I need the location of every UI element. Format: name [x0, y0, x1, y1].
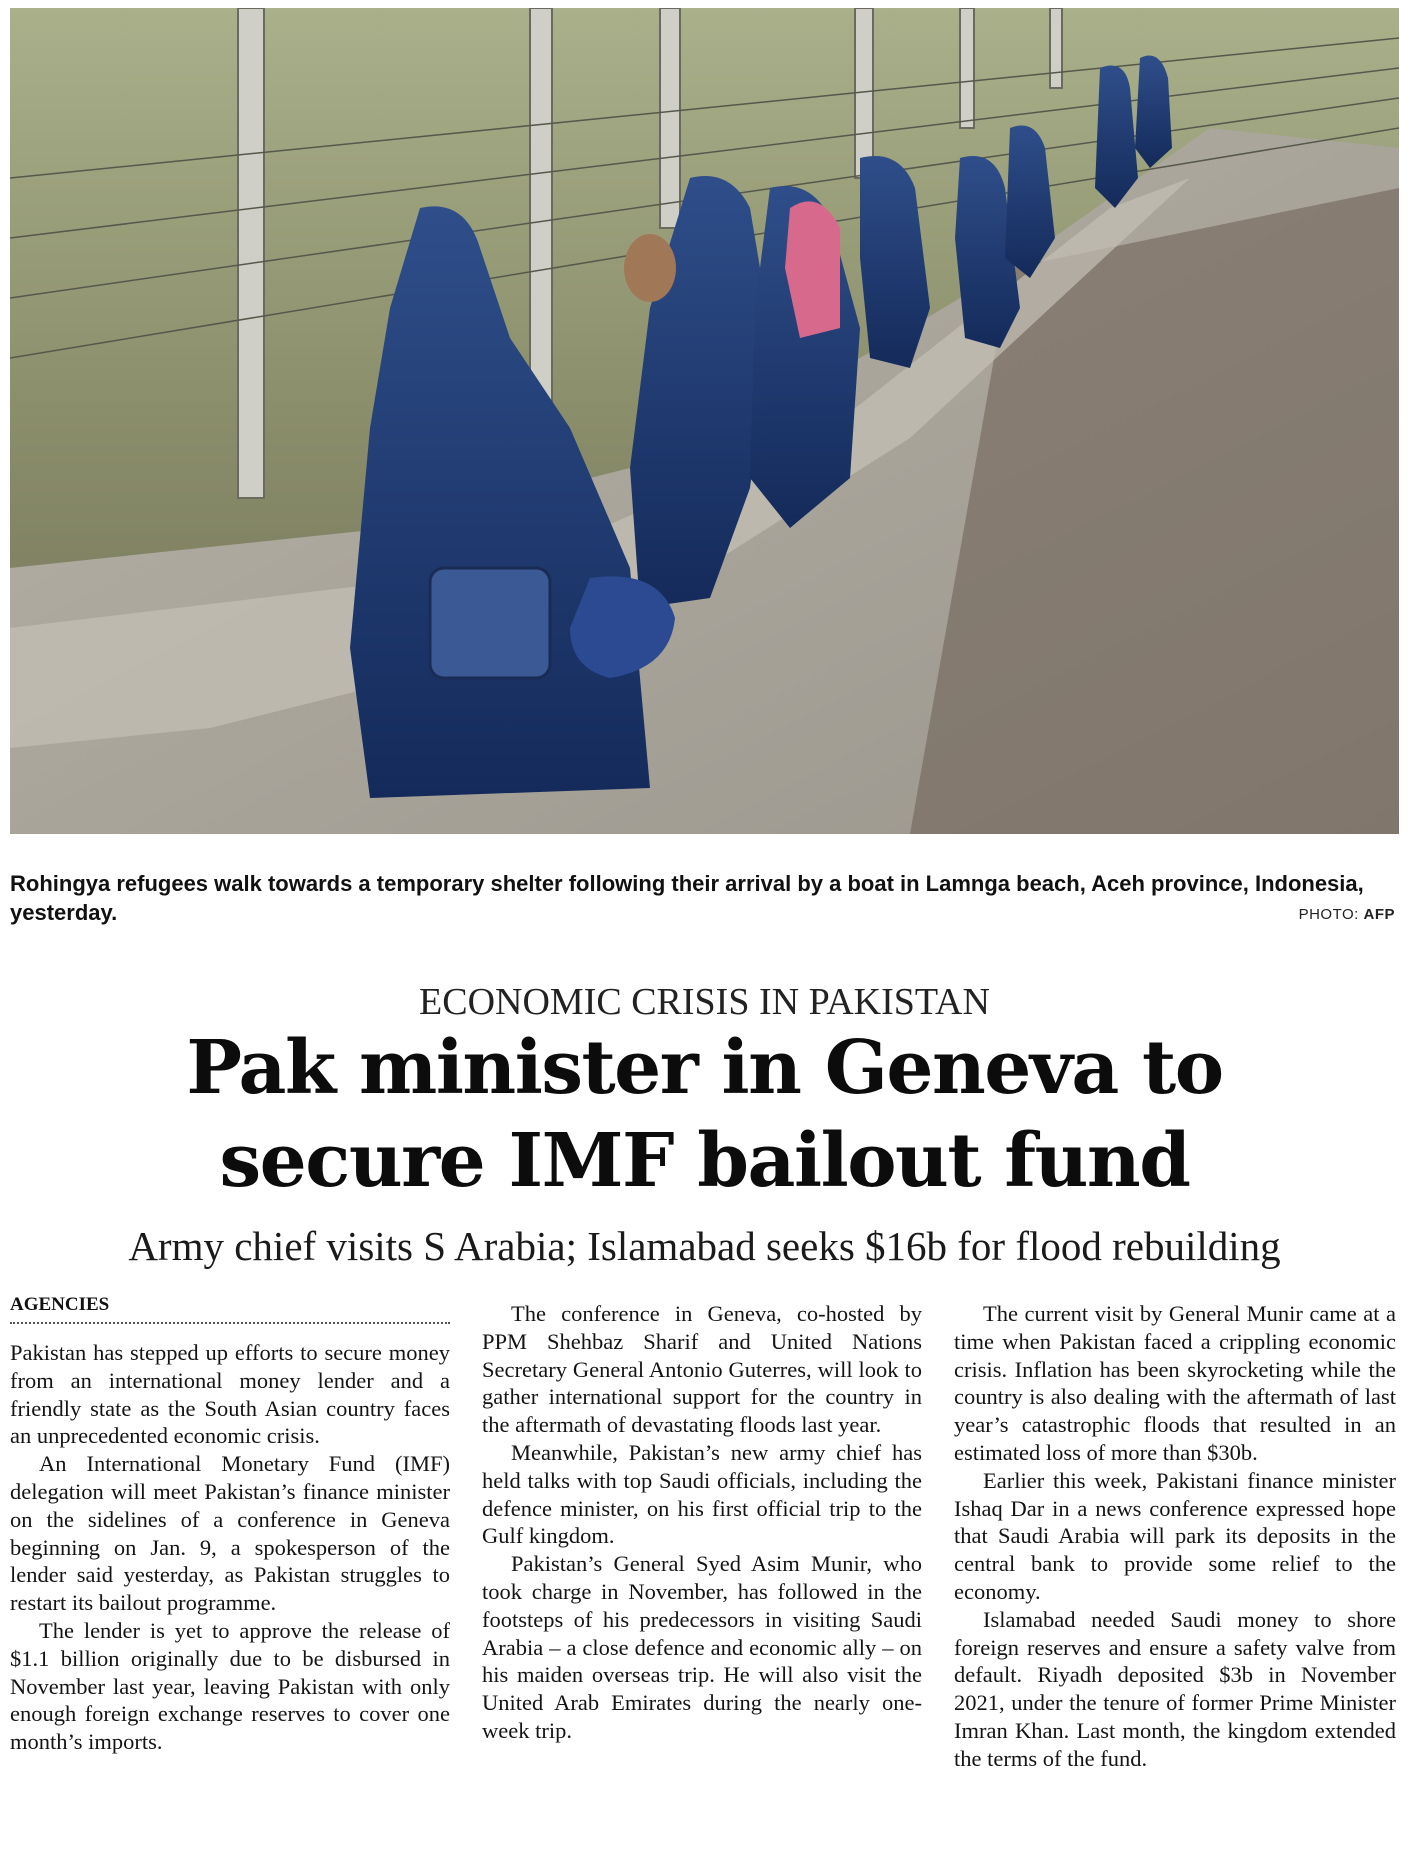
byline: AGENCIES [10, 1294, 450, 1324]
article-subhead: Army chief visits S Arabia; Islamabad seeks $16b for flood rebuilding [128, 1223, 1281, 1269]
paragraph: Pakistan’s General Syed Asim Munir, who took charge in November, has followed in the footsteps of his predecessors in visiting Saudi Arabia – a close defence and economic ally – on his maiden overseas trip. He will also visit the United Arab Emirates during the nearly one-week trip. [482, 1551, 922, 1743]
paragraph: Meanwhile, Pakistan’s new army chief has held talks with top Saudi officials, including the defence minister, on his first official trip to the Gulf kingdom. [482, 1439, 922, 1549]
article-kicker: ECONOMIC CRISIS IN PAKISTAN [419, 981, 990, 1023]
paragraph: The current visit by General Munir came at a time when Pakistan faced a crippling economic crisis. Inflation has been skyrocketing while the country is also dealing with the aftermath of last year’s catastrophic floods that resulted in an estimated loss of more than $30b. [954, 1301, 1396, 1465]
paragraph: The lender is yet to approve the release of $1.1 billion originally due to be disbursed in November last year, leaving Pakistan with only enough foreign exchange reserves to cover one month’s imports. [10, 1617, 450, 1755]
photo-credit-label: PHOTO: [1298, 906, 1359, 923]
paragraph: Islamabad needed Saudi money to shore foreign reserves and ensure a safety valve from default. Riyadh deposited $3b in November 2021, under the tenure of former Prime Minister Imran Khan. Last month, the kingdom extended the terms of the fund. [954, 1606, 1396, 1771]
headline-line-1: Pak minister in Geneva to [186, 1025, 1223, 1111]
article-column-2 [482, 1300, 922, 1745]
article-column-1 [10, 1339, 450, 1756]
photo-icon [10, 8, 1399, 834]
paragraph: The conference in Geneva, co-hosted by PPM Shehbaz Sharif and United Nations Secretary General Antonio Guterres, will look to gather international support for the country in the aftermath of devastating floods last year. [482, 1301, 922, 1438]
photo-credit [1299, 906, 1395, 923]
paragraph: Earlier this week, Pakistani finance minister Ishaq Dar in a news conference expressed hope that Saudi Arabia will park its deposits in the central bank to provide some relief to the economy. [954, 1467, 1396, 1604]
news-photo [10, 8, 1399, 834]
photo-caption: Rohingya refugees walk towards a temporary shelter following their arrival by a boat in Lamnga beach, Aceh province, Indonesia, yesterday. [10, 871, 1364, 925]
paragraph: An International Monetary Fund (IMF) delegation will meet Pakistan’s finance minister on the sidelines of a conference in Geneva beginning on Jan. 9, a spokesperson of the lender said yesterday, as Pakistan struggles to restart its bailout programme. [10, 1451, 450, 1616]
photo-credit-source: AFP [1363, 906, 1395, 923]
headline-line-2: secure IMF bailout fund [219, 1118, 1190, 1204]
paragraph: Pakistan has stepped up efforts to secure money from an international money lender and a friendly state as the South Asian country faces an unprecedented economic crisis. [10, 1340, 450, 1449]
article-headline [0, 1022, 1409, 1208]
article-column-3 [954, 1300, 1396, 1773]
